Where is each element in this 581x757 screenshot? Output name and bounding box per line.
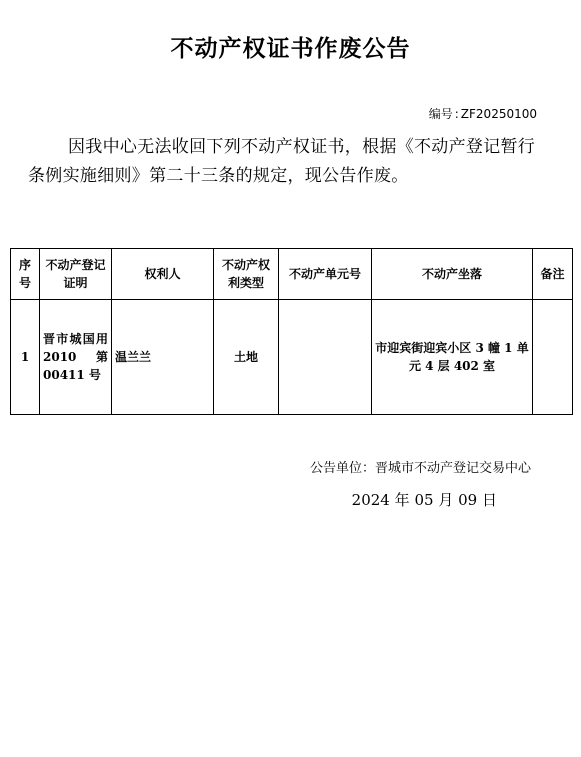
header-remark: 备注 bbox=[533, 249, 573, 300]
issuing-organization bbox=[310, 457, 531, 476]
cell-unit-number bbox=[279, 300, 372, 415]
notice-body bbox=[28, 133, 544, 191]
cell-location: 市迎宾街迎宾小区 3 幢 1 单元 4 层 402 室 bbox=[372, 300, 533, 415]
header-location: 不动产坐落 bbox=[372, 249, 533, 300]
issue-date bbox=[352, 489, 497, 510]
header-right-type: 不动产权利类型 bbox=[214, 249, 279, 300]
document-number bbox=[429, 105, 537, 122]
issuer-label: 公告单位： bbox=[309, 461, 375, 476]
date-year: 2024 bbox=[351, 491, 390, 509]
notice-body-text: 因我中心无法收回下列不动产权证书，根据《不动产登记暂行条例实施细则》第二十三条的规定，现公告作废。 bbox=[28, 137, 536, 186]
table-header-row bbox=[11, 249, 573, 300]
issuer-name: 晋城市不动产登记交易中心 bbox=[374, 461, 531, 476]
header-holder: 权利人 bbox=[112, 249, 214, 300]
header-certificate: 不动产登记证明 bbox=[40, 249, 112, 300]
cell-remark bbox=[533, 300, 573, 415]
voided-certificate-table bbox=[10, 248, 573, 415]
page-title: 不动产权证书作废公告 bbox=[170, 35, 411, 62]
date-year-unit: 年 bbox=[394, 491, 410, 509]
date-day: 09 bbox=[458, 491, 478, 509]
date-day-unit: 日 bbox=[481, 491, 497, 509]
document-number-value: ZF20250100 bbox=[460, 107, 537, 121]
cell-right-type: 土地 bbox=[214, 300, 279, 415]
header-unit-number: 不动产单元号 bbox=[279, 249, 372, 300]
date-month-unit: 月 bbox=[438, 491, 454, 509]
cell-certificate: 晋市城国用 2010 第 00411 号 bbox=[40, 300, 112, 415]
table-row bbox=[11, 300, 573, 415]
document-number-separator: : bbox=[454, 107, 459, 121]
cell-seq: 1 bbox=[11, 300, 40, 415]
date-month: 05 bbox=[414, 491, 434, 509]
document-number-label: 编号 bbox=[428, 107, 453, 121]
header-seq: 序号 bbox=[11, 249, 40, 300]
cell-holder: 温兰兰 bbox=[112, 300, 214, 415]
